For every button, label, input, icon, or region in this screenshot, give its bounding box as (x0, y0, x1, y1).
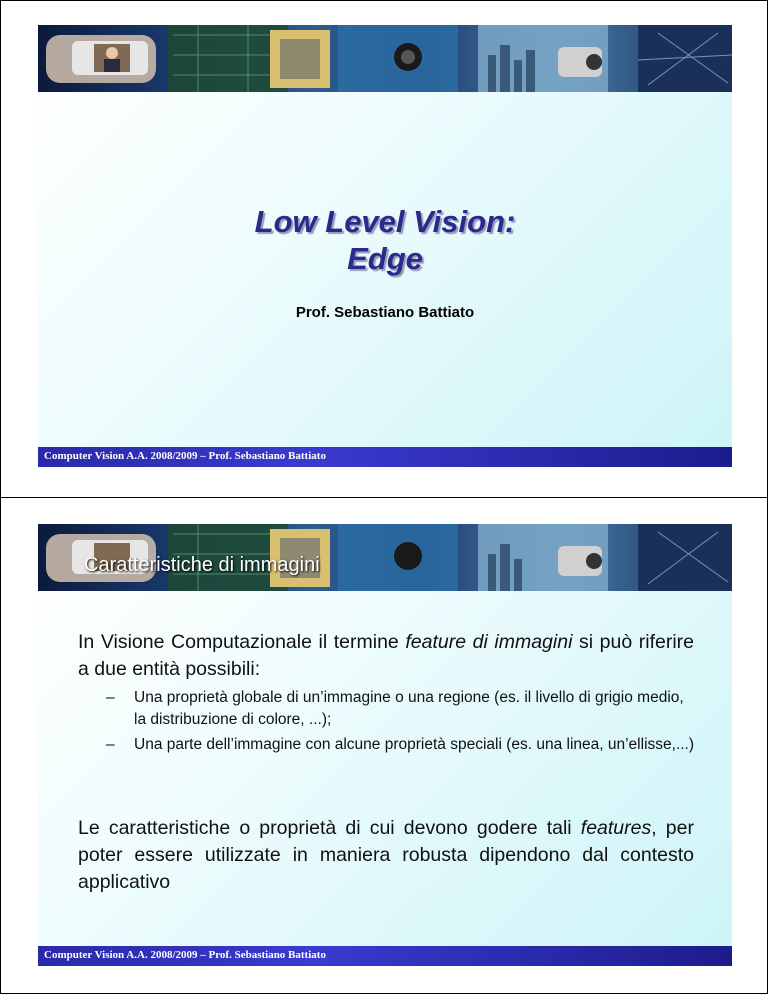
slide-title: Caratteristiche di immagini (84, 554, 320, 576)
slide-2 (38, 524, 732, 966)
paragraph-1-text-b: si può riferire a due entità possibili: (78, 631, 694, 680)
list-item: – Una parte dell’immagine con alcune proprietà speciali (es. una linea, un’ellisse,...) (106, 734, 696, 756)
footer-text: Computer Vision A.A. 2008/2009 – Prof. Sebastiano Battiato (44, 949, 326, 961)
paragraph-1 (78, 629, 694, 683)
slide-title-line-1: Low Level Vision: (254, 204, 516, 239)
slide-footer (38, 946, 732, 966)
slide-title-line-2: Edge (347, 241, 423, 276)
paragraph-2-emphasis: features (580, 817, 652, 839)
list-item: – Una proprietà globale di un’immagine o una regione (es. il livello di grigio medio, la distribuzione di colore, ...); (106, 687, 696, 731)
slide-footer (38, 447, 732, 467)
paragraph-1-emphasis: feature di immagini (405, 631, 573, 653)
header-collage-image (38, 524, 732, 591)
paragraph-2 (78, 815, 694, 896)
slide-title (38, 203, 732, 277)
page-divider (0, 497, 768, 498)
author-name: Prof. Sebastiano Battiato (295, 304, 475, 321)
bullet-list (106, 687, 696, 759)
paragraph-2-text-b: , per poter essere utilizzate in maniera robusta dipendono dal contesto applicativo (78, 817, 694, 893)
paragraph-2-text-a: Le caratteristiche o proprietà di cui devono godere tali (78, 817, 581, 839)
footer-text: Computer Vision A.A. 2008/2009 – Prof. Sebastiano Battiato (44, 450, 326, 462)
slide-1 (38, 25, 732, 467)
header-collage-image (38, 25, 732, 92)
paragraph-1-text-a: In Visione Computazionale il termine (78, 631, 406, 653)
